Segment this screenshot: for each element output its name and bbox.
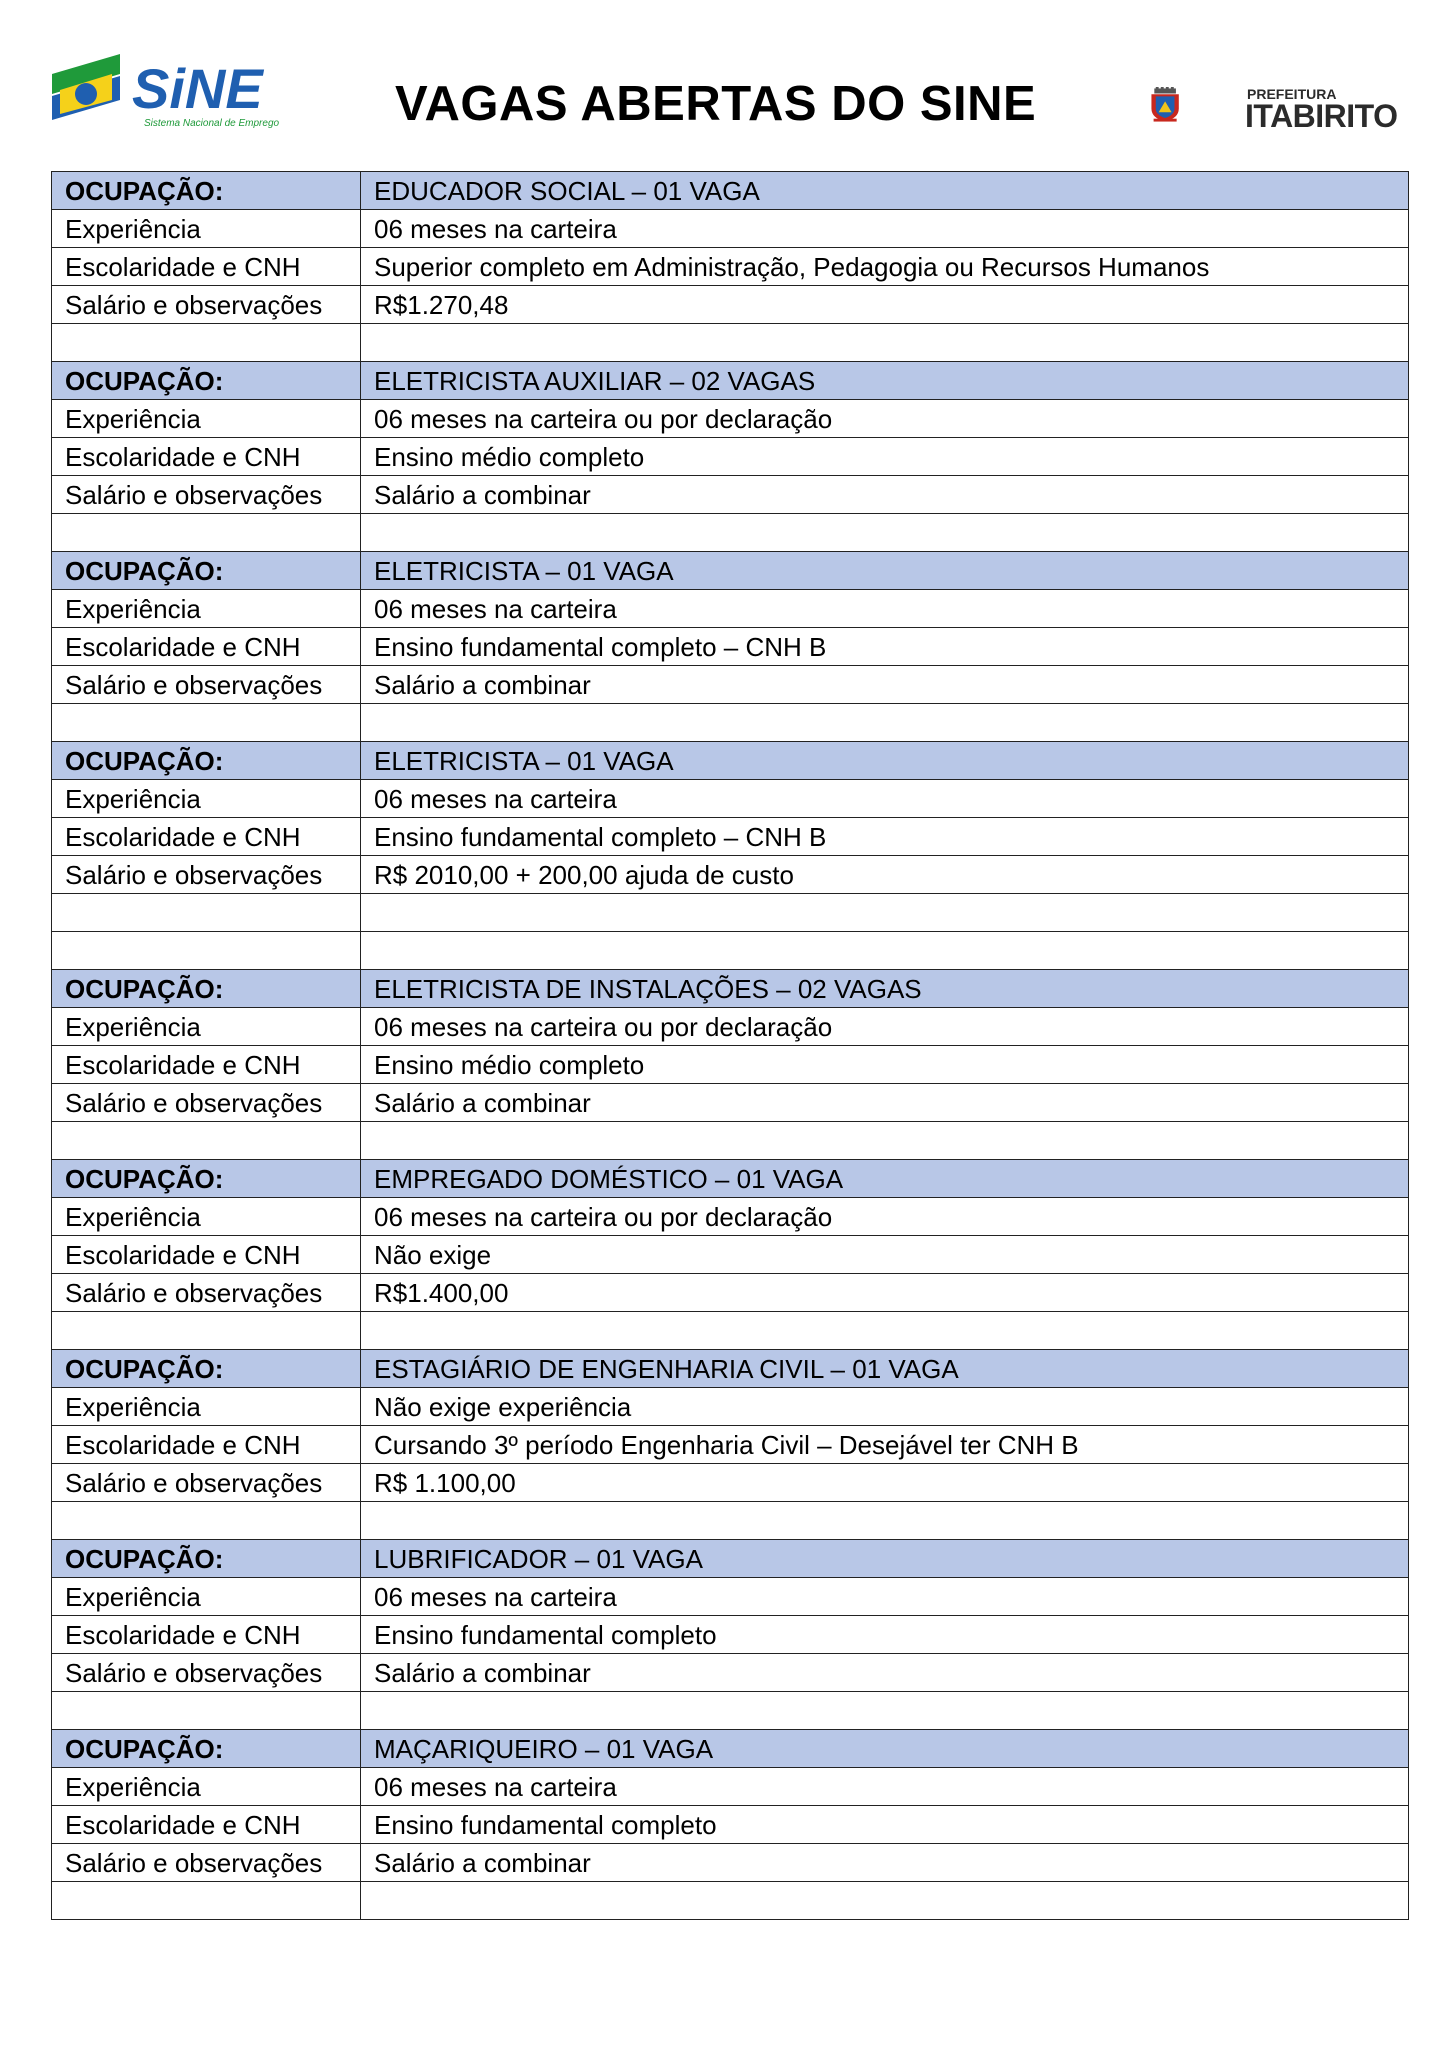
empty-cell [52,894,361,932]
salary-label: Salário e observações [52,1844,361,1882]
salary-value: R$1.400,00 [361,1274,1409,1312]
occupation-value: ESTAGIÁRIO DE ENGENHARIA CIVIL – 01 VAGA [361,1350,1409,1388]
education-value: Ensino fundamental completo – CNH B [361,818,1409,856]
occupation-value: LUBRIFICADOR – 01 VAGA [361,1540,1409,1578]
experience-row [52,400,1409,438]
salary-label: Salário e observações [52,1274,361,1312]
education-label: Escolaridade e CNH [52,1046,361,1084]
prefeitura-label: PREFEITURA [1247,86,1337,102]
empty-cell [361,1692,1409,1730]
page-header [0,0,1448,170]
experience-label: Experiência [52,400,361,438]
education-row [52,248,1409,286]
empty-cell [361,894,1409,932]
occupation-label: OCUPAÇÃO: [52,172,361,210]
education-value: Ensino fundamental completo – CNH B [361,628,1409,666]
education-row [52,818,1409,856]
salary-label: Salário e observações [52,856,361,894]
salary-value: Salário a combinar [361,1084,1409,1122]
empty-cell [52,324,361,362]
occupation-value: ELETRICISTA – 01 VAGA [361,552,1409,590]
spacer-row [52,1312,1409,1350]
experience-row [52,780,1409,818]
salary-value: R$1.270,48 [361,286,1409,324]
empty-cell [52,1692,361,1730]
empty-cell [361,1312,1409,1350]
occupation-row [52,552,1409,590]
salary-label: Salário e observações [52,1654,361,1692]
experience-value: 06 meses na carteira ou por declaração [361,1198,1409,1236]
occupation-value: EMPREGADO DOMÉSTICO – 01 VAGA [361,1160,1409,1198]
experience-row [52,1578,1409,1616]
education-label: Escolaridade e CNH [52,438,361,476]
experience-value: 06 meses na carteira ou por declaração [361,1008,1409,1046]
salary-row [52,476,1409,514]
salary-row [52,666,1409,704]
salary-row [52,856,1409,894]
salary-value: Salário a combinar [361,1844,1409,1882]
occupation-row [52,1730,1409,1768]
experience-label: Experiência [52,1198,361,1236]
experience-row [52,210,1409,248]
experience-label: Experiência [52,210,361,248]
salary-label: Salário e observações [52,476,361,514]
occupation-value: ELETRICISTA DE INSTALAÇÕES – 02 VAGAS [361,970,1409,1008]
salary-label: Salário e observações [52,1464,361,1502]
svg-text:Sistema Nacional de Emprego: Sistema Nacional de Emprego [144,118,280,129]
experience-value: 06 meses na carteira [361,780,1409,818]
occupation-label: OCUPAÇÃO: [52,362,361,400]
empty-cell [361,324,1409,362]
salary-row [52,1084,1409,1122]
experience-row [52,1388,1409,1426]
education-row [52,1046,1409,1084]
salary-label: Salário e observações [52,1084,361,1122]
experience-label: Experiência [52,1768,361,1806]
itabirito-label: ITABIRITO [1245,98,1398,134]
education-label: Escolaridade e CNH [52,1426,361,1464]
spacer-row [52,324,1409,362]
experience-value: 06 meses na carteira [361,210,1409,248]
empty-cell [52,932,361,970]
occupation-row [52,1540,1409,1578]
spacer-row [52,1692,1409,1730]
spacer-row [52,1122,1409,1160]
salary-label: Salário e observações [52,286,361,324]
education-row [52,1616,1409,1654]
occupation-value: ELETRICISTA – 01 VAGA [361,742,1409,780]
experience-value: 06 meses na carteira [361,1578,1409,1616]
experience-label: Experiência [52,1008,361,1046]
occupation-label: OCUPAÇÃO: [52,1540,361,1578]
salary-label: Salário e observações [52,666,361,704]
svg-text:SiNE: SiNE [132,57,263,120]
salary-row [52,1654,1409,1692]
spacer-row [52,1882,1409,1920]
education-value: Ensino médio completo [361,438,1409,476]
occupation-label: OCUPAÇÃO: [52,742,361,780]
salary-value: R$ 2010,00 + 200,00 ajuda de custo [361,856,1409,894]
occupation-label: OCUPAÇÃO: [52,1160,361,1198]
spacer-row [52,514,1409,552]
education-label: Escolaridade e CNH [52,628,361,666]
education-value: Superior completo em Administração, Pedagogia ou Recursos Humanos [361,248,1409,286]
experience-label: Experiência [52,780,361,818]
empty-cell [361,704,1409,742]
spacer-row [52,704,1409,742]
experience-row [52,590,1409,628]
itabirito-coat-of-arms-icon [1150,55,1240,155]
education-value: Ensino fundamental completo [361,1616,1409,1654]
salary-row [52,1844,1409,1882]
salary-row [52,1274,1409,1312]
experience-value: 06 meses na carteira ou por declaração [361,400,1409,438]
occupation-row [52,1160,1409,1198]
education-value: Cursando 3º período Engenharia Civil – Desejável ter CNH B [361,1426,1409,1464]
education-row [52,628,1409,666]
empty-cell [361,1502,1409,1540]
salary-value: Salário a combinar [361,666,1409,704]
experience-label: Experiência [52,1388,361,1426]
experience-value: 06 meses na carteira [361,1768,1409,1806]
occupation-label: OCUPAÇÃO: [52,970,361,1008]
experience-label: Experiência [52,590,361,628]
education-label: Escolaridade e CNH [52,1616,361,1654]
salary-row [52,286,1409,324]
education-label: Escolaridade e CNH [52,248,361,286]
experience-value: 06 meses na carteira [361,590,1409,628]
empty-cell [52,514,361,552]
page-title: VAGAS ABERTAS DO SINE [395,77,1037,131]
experience-label: Experiência [52,1578,361,1616]
education-row [52,438,1409,476]
occupation-label: OCUPAÇÃO: [52,1730,361,1768]
empty-cell [52,1502,361,1540]
experience-value: Não exige experiência [361,1388,1409,1426]
education-label: Escolaridade e CNH [52,1236,361,1274]
salary-row [52,1464,1409,1502]
experience-row [52,1198,1409,1236]
education-label: Escolaridade e CNH [52,1806,361,1844]
occupation-row [52,172,1409,210]
education-value: Não exige [361,1236,1409,1274]
empty-cell [52,1122,361,1160]
occupation-label: OCUPAÇÃO: [52,1350,361,1388]
job-openings-table [51,171,1409,1920]
sine-logo [50,52,300,132]
education-value: Ensino fundamental completo [361,1806,1409,1844]
salary-value: R$ 1.100,00 [361,1464,1409,1502]
empty-cell [52,704,361,742]
experience-row [52,1768,1409,1806]
empty-cell [361,1882,1409,1920]
empty-cell [52,1882,361,1920]
occupation-value: MAÇARIQUEIRO – 01 VAGA [361,1730,1409,1768]
occupation-row [52,970,1409,1008]
experience-row [52,1008,1409,1046]
occupation-label: OCUPAÇÃO: [52,552,361,590]
spacer-row [52,932,1409,970]
education-row [52,1236,1409,1274]
education-row [52,1426,1409,1464]
occupation-value: EDUCADOR SOCIAL – 01 VAGA [361,172,1409,210]
education-row [52,1806,1409,1844]
salary-value: Salário a combinar [361,1654,1409,1692]
education-label: Escolaridade e CNH [52,818,361,856]
empty-cell [361,932,1409,970]
salary-value: Salário a combinar [361,476,1409,514]
occupation-value: ELETRICISTA AUXILIAR – 02 VAGAS [361,362,1409,400]
occupation-row [52,742,1409,780]
occupation-row [52,362,1409,400]
education-value: Ensino médio completo [361,1046,1409,1084]
empty-cell [361,514,1409,552]
spacer-row [52,1502,1409,1540]
spacer-row [52,894,1409,932]
empty-cell [52,1312,361,1350]
empty-cell [361,1122,1409,1160]
occupation-row [52,1350,1409,1388]
